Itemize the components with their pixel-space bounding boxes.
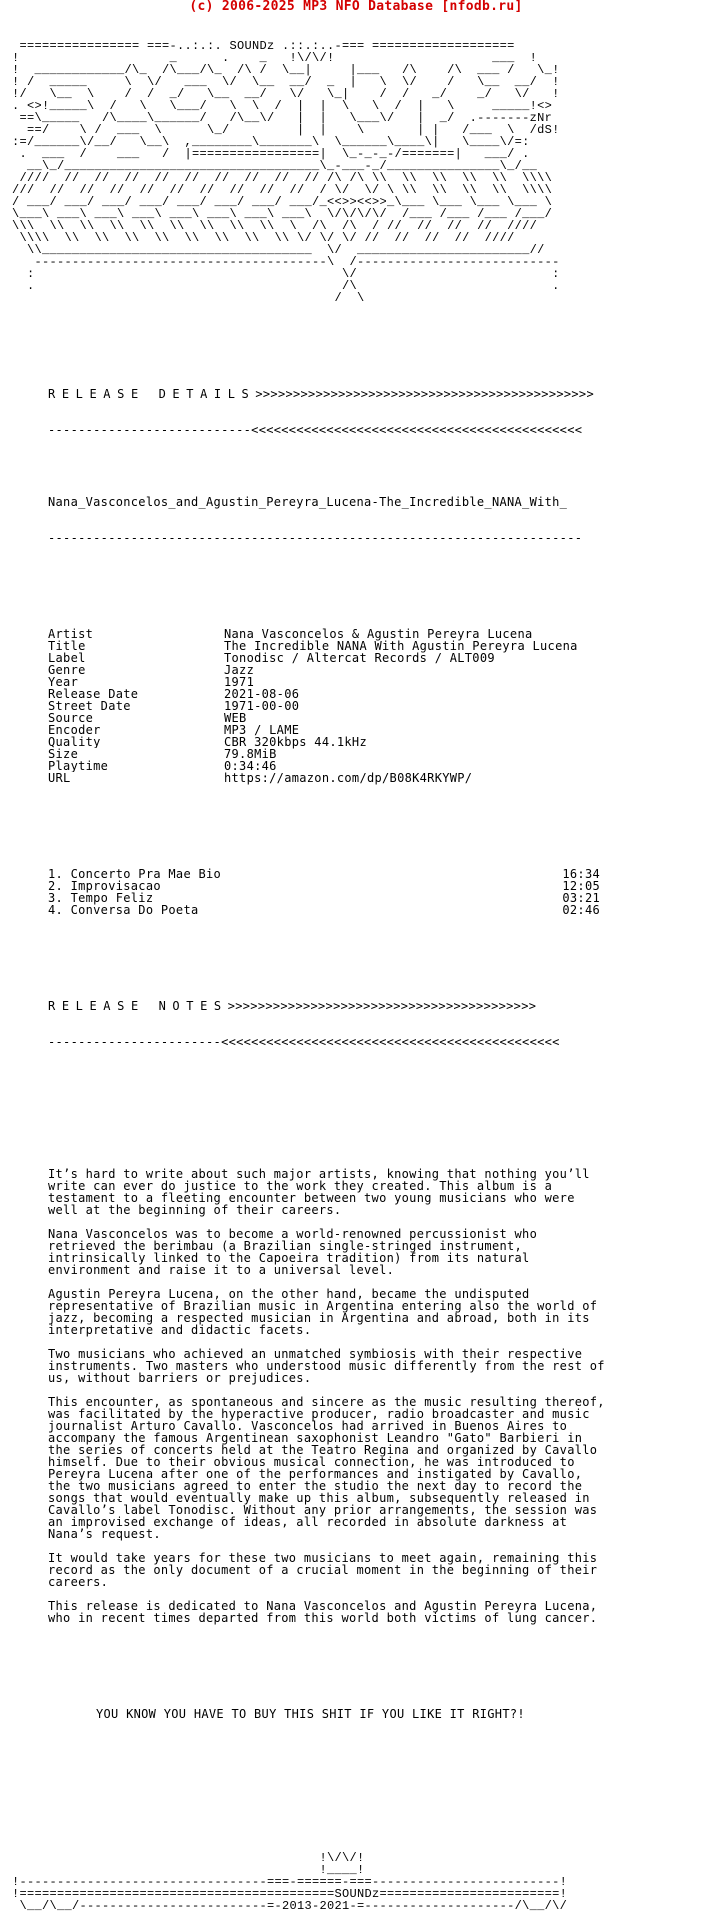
note-paragraph: This release is dedicated to Nana Vasconcelos and Agustin Pereyra Lucena, who in recent times departed from this world both victims of lung cancer. — [48, 1599, 598, 1625]
release-fields — [12, 628, 608, 784]
header-art-line: :=/______\/__/ \__\ ,________\_______\ \______\____\| \____\/=: — [12, 135, 530, 149]
release-notes-heading: RELEASE NOTES — [48, 999, 228, 1013]
release-shout: YOU KNOW YOU HAVE TO BUY THIS SHIT IF YOU LIKE IT RIGHT?! — [96, 1707, 525, 1721]
release-notes-arrows-left: <<<<<<<<<<<<<<<<<<<<<<<<<<<<<<<<<<<<<<<<<<<<< — [221, 1035, 560, 1049]
track-title: 2. Improvisacao — [48, 879, 161, 893]
site-credit: (c) 2006-2025 MP3 NFO Database [nfodb.ru] — [189, 0, 523, 14]
field-value: 0:34:46 — [224, 759, 277, 773]
note-paragraph: Agustin Pereyra Lucena, on the other hand, became the undisputed representative of Brazilian music in Argentina entering also the world of jazz, becoming a respected musician in Argentina and abroad, both in its interpretative and didactic facets. — [48, 1287, 598, 1337]
field-value: 2021-08-06 — [224, 687, 300, 701]
header-art-line: __\_/__________________________________\_-___-_/_______________\_/__ — [12, 159, 538, 173]
footer-art-line: !____! — [12, 1863, 365, 1877]
field-value: WEB — [224, 711, 247, 725]
field-value: 1971 — [224, 675, 255, 689]
header-art-line: / ___/ ___/ ___/ ___/ ___/ ___/ ___/ ___/_<<>><<>>_\___ \___ \___ \___ \ — [12, 195, 553, 209]
field-key: URL_________________ — [48, 772, 199, 784]
field-row — [48, 736, 608, 748]
field-key: Size________________ — [48, 748, 199, 760]
release-notes-arrows-right: >>>>>>>>>>>>>>>>>>>>>>>>>>>>>>>>>>>>>>>>> — [227, 999, 537, 1013]
release-details-heading-row — [48, 388, 608, 400]
header-art-line: ---------------------------------------\ /--------------------------- — [12, 255, 560, 269]
release-details-rule-row — [48, 424, 608, 436]
header-art-line: ! _ . _ !\/\/! ___ ! — [12, 51, 538, 65]
header-art-line: //// // // // // // // // // // /\ /\ \\ \\ \\ \\ \\ \\\\ — [12, 171, 560, 185]
release-details-heading: RELEASE DETAILS — [48, 387, 256, 401]
header-art-line: !/ \__ \ / / _/ \__ __/ \/ \_| / / _/ _/ \/ ! — [12, 87, 560, 101]
field-value: 79.8MiB — [224, 747, 277, 761]
field-value: Jazz — [224, 663, 255, 677]
field-row — [48, 700, 608, 712]
track-time: 16:34 — [562, 867, 600, 881]
header-art-line: ==\_____ /\____\______/ /\__\/ | | \___\/ | _/ .-------zNr — [12, 111, 553, 125]
release-details-rule: --------------------------- — [48, 423, 252, 437]
field-row — [48, 748, 608, 760]
note-paragraph: This encounter, as spontaneous and sincere as the music resulting thereof, was facilitated by the hyperactive producer, radio broadcaster and music journalist Arturo Cavallo. Vasconcelos had arrived in Buenos Aires to accompany the famous Argentinean saxophonist Leandro "Gato" Barbieri in the series of concerts held at the Teatro Regina and organized by Cavallo himself. Due to their obvious musical connection, he was introduced to Pereyra Lucena after one of the performances and instigated by Cavallo, the two musicians agreed to enter the studio the next day to record the songs that would eventually make up this album, subsequently released in Cavallo’s label Tonodisc. Without any prior arrangements, the session was an improvised exchange of ideas, all recorded in absolute darkness at Nana’s request. — [48, 1395, 605, 1541]
note-paragraph: It’s hard to write about such major artists, knowing that nothing you’ll write can ever do justice to the work they created. This album is a testament to a fleeting encounter between two young musicians who were well at the beginning of their careers. — [48, 1167, 590, 1217]
header-art-line: ================ ===-..:.:. SOUNDz .::.:..-=== =================== — [12, 39, 523, 53]
field-row — [48, 664, 608, 676]
track-row — [48, 904, 600, 916]
note-paragraph: It would take years for these two musicians to meet again, remaining this record as the only document of a crucial moment in the beginning of their careers. — [48, 1551, 598, 1589]
header-art-line: /// // // // // // // // // // / \/ \/ \ \\ \\ \\ \\ \\\\ — [12, 183, 553, 197]
footer-art-line: \__/\__/-------------------------=-2013-2021-=--------------------/\__/\/ — [12, 1899, 568, 1913]
header-art-line: : \/ : — [12, 267, 560, 281]
note-paragraph: Nana Vasconcelos was to become a world-renowned percussionist who retrieved the berimbau (a Brazilian single-stringed instrument, intrinsically linked to the Capoeira tradition) from its natural environment and raise it to a universal level. — [48, 1227, 538, 1277]
header-art-line: . /\ . — [12, 279, 560, 293]
footer-logo-art — [12, 1852, 608, 1912]
header-logo-art — [12, 40, 608, 304]
release-notes-body — [48, 1168, 608, 1624]
field-row — [48, 676, 608, 688]
field-value: 1971-00-00 — [224, 699, 300, 713]
field-key: Quality_____________ — [48, 736, 199, 748]
header-art-line: \___\ ___\ ___\ ___\ ___\ ___\ ___\ ___\ \/\/\/\/ /___ /___ /___ /___/ — [12, 207, 553, 221]
footer-art-line: !==========================================SOUNDz========================! — [12, 1887, 568, 1901]
release-notes-heading-row — [48, 1000, 608, 1012]
track-time: 03:21 — [562, 891, 600, 905]
field-key: Street Date_________ — [48, 700, 199, 712]
track-time: 02:46 — [562, 903, 600, 917]
header-art-line: \\\\ \\ \\ \\ \\ \\ \\ \\ \\ \/ \/ \/ // // // // //// — [12, 231, 523, 245]
field-key: Source______________ — [48, 712, 199, 724]
release-notes-rule: ----------------------- — [48, 1035, 222, 1049]
header-art-line: \\\ \\ \\ \\ \\ \\ \\ \\ \\ \ /\ /\ / // // // // //// — [12, 219, 538, 233]
field-value: The Incredible NANA With Agustin Pereyra Lucena — [224, 639, 578, 653]
release-notes-rule-row — [48, 1036, 608, 1048]
field-key: Release Date________ — [48, 688, 199, 700]
field-key: Artist______________ — [48, 628, 199, 640]
field-value: MP3 / LAME — [224, 723, 300, 737]
footer-art-line: !\/\/! — [12, 1851, 365, 1865]
field-value-url[interactable]: https://amazon.com/dp/B08K4RKYWP/ — [224, 771, 473, 785]
field-key: Label_______________ — [48, 652, 199, 664]
field-row — [48, 652, 608, 664]
track-title: 4. Conversa Do Poeta — [48, 903, 199, 917]
field-value: Nana Vasconcelos & Agustin Pereyra Lucena — [224, 627, 533, 641]
field-row — [48, 688, 608, 700]
field-row — [48, 712, 608, 724]
header-art-line: . <>!_____\ / \ \___/ \ \ / | | \ \ / | \ _____!<> — [12, 99, 560, 113]
release-filename: Nana_Vasconcelos_and_Agustin_Pereyra_Lucena-The_Incredible_NANA_With_ — [48, 495, 568, 509]
field-value: CBR 320kbps 44.1kHz — [224, 735, 367, 749]
release-details-arrows-right: >>>>>>>>>>>>>>>>>>>>>>>>>>>>>>>>>>>>>>>>>>>>> — [255, 387, 594, 401]
nfo-document — [12, 16, 608, 1924]
field-key: Year________________ — [48, 676, 199, 688]
header-art-line: . ___ / ___ / |=================| \_-_-_-/=======| ___/ . — [12, 147, 530, 161]
header-art-line: ! / _____ \ \/ ___ \/ \__ __/ _ | \ \/ / \__ __/ ! — [12, 75, 560, 89]
release-filename-rule: ----------------------------------------------------------------------- — [48, 531, 583, 545]
footer-art-line: !---------------------------------===-======-===-------------------------! — [12, 1875, 568, 1889]
track-title: 1. Concerto Pra Mae Bio — [48, 867, 222, 881]
field-row — [48, 772, 608, 784]
track-time: 12:05 — [562, 879, 600, 893]
field-value: Tonodisc / Altercat Records / ALT009 — [224, 651, 495, 665]
header-art-line: \\____________________________________ \/ _______________________// — [12, 243, 545, 257]
field-key: Playtime____________ — [48, 760, 199, 772]
note-paragraph: Two musicians who achieved an unmatched symbiosis with their respective instruments. Two masters who understood music differently from the rest of us, without barriers or prejudices. — [48, 1347, 605, 1385]
release-details-arrows-left: <<<<<<<<<<<<<<<<<<<<<<<<<<<<<<<<<<<<<<<<<<<< — [251, 423, 583, 437]
tracklist — [12, 868, 608, 916]
header-art-line: / \ — [12, 291, 560, 305]
field-key: Encoder_____________ — [48, 724, 199, 736]
track-title: 3. Tempo Feliz — [48, 891, 154, 905]
field-key: Title_______________ — [48, 640, 199, 652]
header-art-line: ! ____________/\_ /\___/\_ /\ / \__| |___ /\ /\ ___ / \_! — [12, 63, 560, 77]
header-art-line: ==/ \ / ___ \ \_/ | | \ | | /___ \ /dS! — [12, 123, 560, 137]
field-key: Genre_______________ — [48, 664, 199, 676]
